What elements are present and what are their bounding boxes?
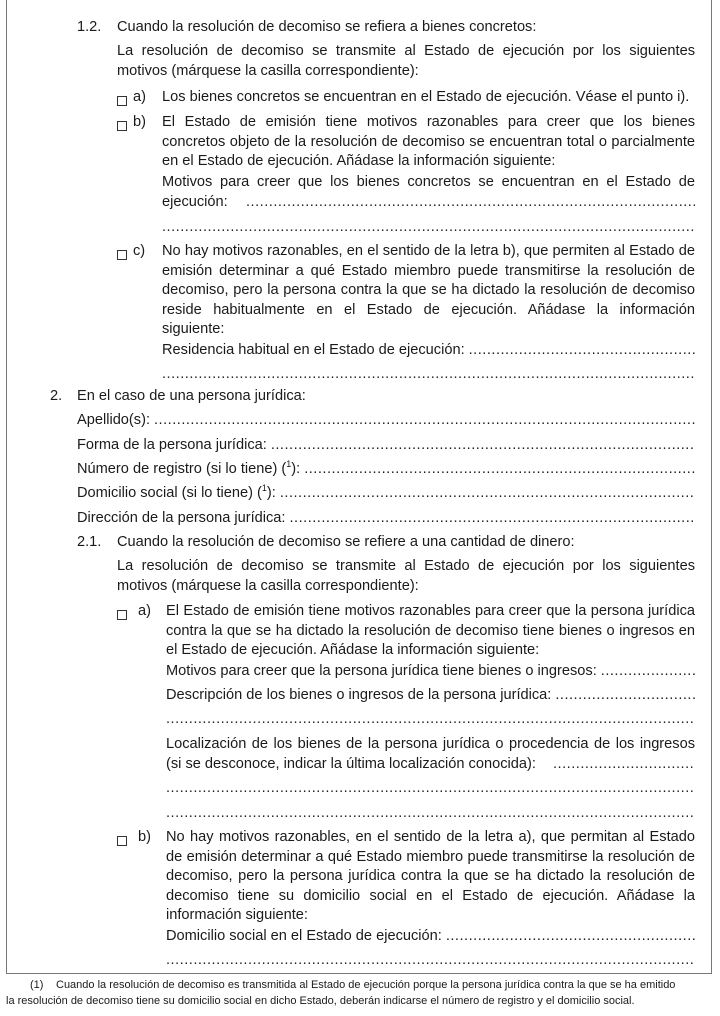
option-letter: c): [133, 243, 146, 259]
field-label: Dirección de la persona jurídica:: [77, 510, 286, 526]
option-text: El Estado de emisión tiene motivos razonables para creer que los bienes concretos objeto de la resolución de decomiso se encuentran total o parcialmente en el Estado de ejecución. Añádase la información siguiente:: [162, 114, 695, 169]
section-number: 2.1.: [77, 534, 102, 550]
field-dotted-line[interactable]: [166, 804, 695, 824]
checkbox-1-2-c[interactable]: [117, 246, 127, 264]
field-label: Domicilio social (si lo tiene) ($^1$):: [77, 483, 276, 501]
field-apellidos[interactable]: [77, 411, 695, 431]
field-dotted-line[interactable]: [162, 218, 695, 238]
option-text: El Estado de emisión tiene motivos razonables para creer que la persona jurídica contra la que se ha dictado la resolución de decomiso tiene bienes o ingresos en el Estado de ejecución. Añádase la información siguiente:: [166, 603, 695, 658]
field-domicilio-social[interactable]: [77, 484, 695, 504]
section-title: Cuando la resolución de decomiso se refiera a bienes concretos:: [117, 19, 537, 35]
option-text: No hay motivos razonables, en el sentido de la letra b), que permiten al Estado de emisión determinar a qué Estado miembro puede transmitirse la resolución de decomiso, pero la persona contra la que se ha dictado la resolución de decomiso reside habitualmente en el Estado de ejecución. Añádase la información siguiente:: [162, 243, 695, 337]
option-letter: b): [138, 829, 151, 845]
footnote-mark: (1): [30, 979, 44, 991]
field-dotted-line[interactable]: [166, 710, 695, 730]
section-title: Cuando la resolución de decomiso se refiere a una cantidad de dinero:: [117, 534, 575, 550]
footnote-line: la resolución de decomiso tiene su domicilio social en dicho Estado, deberán indicarse el número de registro y el domicilio social.: [6, 995, 635, 1007]
field-label: Motivos para creer que la persona jurídica tiene bienes o ingresos:: [166, 663, 597, 679]
section-intro: La resolución de decomiso se transmite al Estado de ejecución por los siguientes motivos (márquese la casilla correspondiente):: [117, 43, 695, 79]
field-dotted-line[interactable]: [166, 779, 695, 799]
field-label: Localización de los bienes de la persona jurídica o procedencia de los ingresos (si se desconoce, indicar la última localización conocida):: [166, 736, 695, 772]
field-dotted-line[interactable]: [166, 951, 695, 971]
field-motivos-bienes[interactable]: [166, 662, 695, 682]
option-letter: a): [133, 89, 146, 105]
field-label: Apellido(s):: [77, 412, 150, 428]
field-descripcion-bienes[interactable]: [166, 686, 695, 706]
option-text: No hay motivos razonables, en el sentido de la letra a), que permitan al Estado de emisión determinar a qué Estado miembro puede transmitirse la resolución de decomiso, pero la persona jurídica contra la que se ha dictado la resolución de decomiso tiene su domicilio social en el Estado de ejecución. Añádase la información siguiente:: [166, 829, 695, 923]
option-letter: b): [133, 114, 146, 130]
field-direccion[interactable]: [77, 509, 695, 529]
checkbox-1-2-a[interactable]: [117, 92, 127, 110]
section-number: 1.2.: [77, 19, 102, 35]
field-label: Forma de la persona jurídica:: [77, 437, 267, 453]
field-dotted-line[interactable]: [553, 755, 695, 775]
field-label: Descripción de los bienes o ingresos de la persona jurídica:: [166, 687, 552, 703]
option-text: Los bienes concretos se encuentran en el Estado de ejecución. Véase el punto i).: [162, 89, 690, 105]
field-label: Domicilio social en el Estado de ejecución:: [166, 928, 442, 944]
field-dotted-line[interactable]: [162, 365, 695, 385]
option-letter: a): [138, 603, 151, 619]
field-label: Número de registro (si lo tiene) ($^1$):: [77, 459, 301, 477]
field-label: Residencia habitual en el Estado de ejecución:: [162, 342, 465, 358]
field-dotted-line[interactable]: [246, 193, 695, 213]
section-title: En el caso de una persona jurídica:: [77, 388, 306, 404]
field-label: Motivos para creer que los bienes concretos se encuentran en el Estado de ejecución:: [162, 174, 695, 210]
field-domicilio-ejecucion[interactable]: [166, 927, 695, 947]
footnote-line: Cuando la resolución de decomiso es transmitida al Estado de ejecución porque la persona jurídica contra la que se ha emitido: [56, 979, 676, 991]
section-intro: La resolución de decomiso se transmite al Estado de ejecución por los siguientes motivos (márquese la casilla correspondiente):: [117, 558, 695, 594]
field-numero-registro[interactable]: [77, 460, 695, 480]
field-forma[interactable]: [77, 436, 695, 456]
field-residencia[interactable]: [162, 341, 695, 361]
checkbox-1-2-b[interactable]: [117, 117, 127, 135]
checkbox-2-1-a[interactable]: [117, 606, 127, 624]
section-number: 2.: [50, 388, 63, 404]
checkbox-2-1-b[interactable]: [117, 832, 127, 850]
